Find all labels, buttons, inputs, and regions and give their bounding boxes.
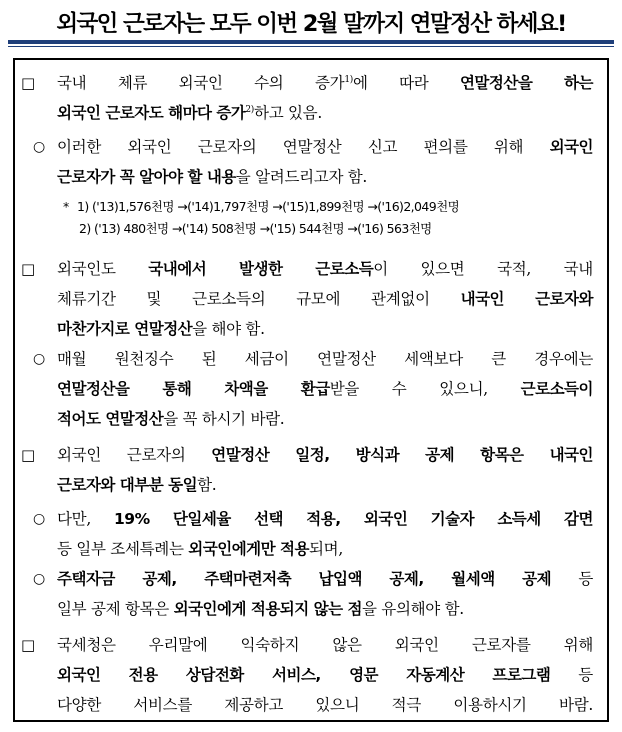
section-1-line-1: 국내 체류 외국인 수의 증가$^{1)}$에 따라 연말정산을 하는 xyxy=(57,74,593,92)
section-2-detail-line-3: 적어도 연말정산을 꼭 하시기 바람. xyxy=(57,410,285,428)
section-3-detail-1 xyxy=(33,504,593,564)
footnote-1: 1) ('13)1,576천명 →('14)1,797천명 →('15)1,899천명 →('16)2,049천명 xyxy=(77,199,460,214)
footnote-2: 2) ('13) 480천명 →('14) 508천명 →('15) 544천명 →('16) 563천명 xyxy=(79,221,432,236)
notice-box xyxy=(13,58,609,722)
section-1-detail-line-1: 이러한 외국인 근로자의 연말정산 신고 편의를 위해 외국인 xyxy=(57,138,593,156)
section-3-detail-2-line-1: 주택자금 공제, 주택마련저축 납입액 공제, 월세액 공제 등 xyxy=(57,570,593,588)
circle-bullet-icon: ○ xyxy=(33,351,45,367)
section-2-detail-line-2: 연말정산을 통해 차액을 환급받을 수 있으니, 근로소득이 xyxy=(57,380,593,398)
section-4-line-1: 국세청은 우리말에 익숙하지 않은 외국인 근로자를 위해 xyxy=(57,636,593,654)
circle-bullet-icon: ○ xyxy=(33,139,45,155)
section-3-detail-1-line-1: 다만, 19% 단일세율 선택 적용, 외국인 기술자 소득세 감면 xyxy=(57,510,593,528)
section-3-detail-1-line-2: 등 일부 조세특례는 외국인에게만 적용되며, xyxy=(57,540,343,558)
square-bullet-icon: □ xyxy=(21,636,35,654)
section-4-line-2: 외국인 전용 상담전화 서비스, 영문 자동계산 프로그램 등 xyxy=(57,666,593,684)
section-4-line-3: 다양한 서비스를 제공하고 있으니 적극 이용하시기 바람. xyxy=(57,696,593,714)
section-3 xyxy=(21,440,594,500)
page-title: 외국인 근로자는 모두 이번 2월 말까지 연말정산 하세요! xyxy=(56,11,566,37)
square-bullet-icon: □ xyxy=(21,260,35,278)
section-2-line-2: 체류기간 및 근로소득의 규모에 관계없이 내국인 근로자와 xyxy=(57,290,594,308)
section-3-detail-2-line-2: 일부 공제 항목은 외국인에게 적용되지 않는 점을 유의해야 함. xyxy=(57,600,464,618)
section-2-detail-line-1: 매월 원천징수 된 세금이 연말정산 세액보다 큰 경우에는 xyxy=(57,350,593,368)
section-3-line-2: 근로자와 대부분 동일함. xyxy=(57,476,217,494)
circle-bullet-icon: ○ xyxy=(33,511,45,527)
section-1-detail xyxy=(33,132,593,192)
title-underline-thin xyxy=(8,46,614,47)
section-3-detail-2 xyxy=(33,564,593,624)
square-bullet-icon: □ xyxy=(21,446,35,464)
square-bullet-icon: □ xyxy=(21,74,35,92)
section-1-line-2: 외국인 근로자도 해마다 증가$^{2)}$하고 있음. xyxy=(57,104,322,122)
section-3-line-1: 외국인 근로자의 연말정산 일정, 방식과 공제 항목은 내국인 xyxy=(57,446,594,464)
footnote-star-icon: * xyxy=(63,199,69,214)
section-2 xyxy=(21,254,594,344)
circle-bullet-icon: ○ xyxy=(33,571,45,587)
title-underline-thick xyxy=(8,40,614,44)
footnotes xyxy=(63,196,593,240)
section-4 xyxy=(21,630,593,720)
section-1 xyxy=(21,68,593,128)
section-2-detail xyxy=(33,344,593,434)
section-1-detail-line-2: 근로자가 꼭 알아야 할 내용을 알려드리고자 함. xyxy=(57,168,368,186)
section-2-line-1: 외국인도 국내에서 발생한 근로소득이 있으면 국적, 국내 xyxy=(57,260,593,278)
title-banner xyxy=(8,0,614,48)
section-2-line-3: 마찬가지로 연말정산을 해야 함. xyxy=(57,320,265,338)
